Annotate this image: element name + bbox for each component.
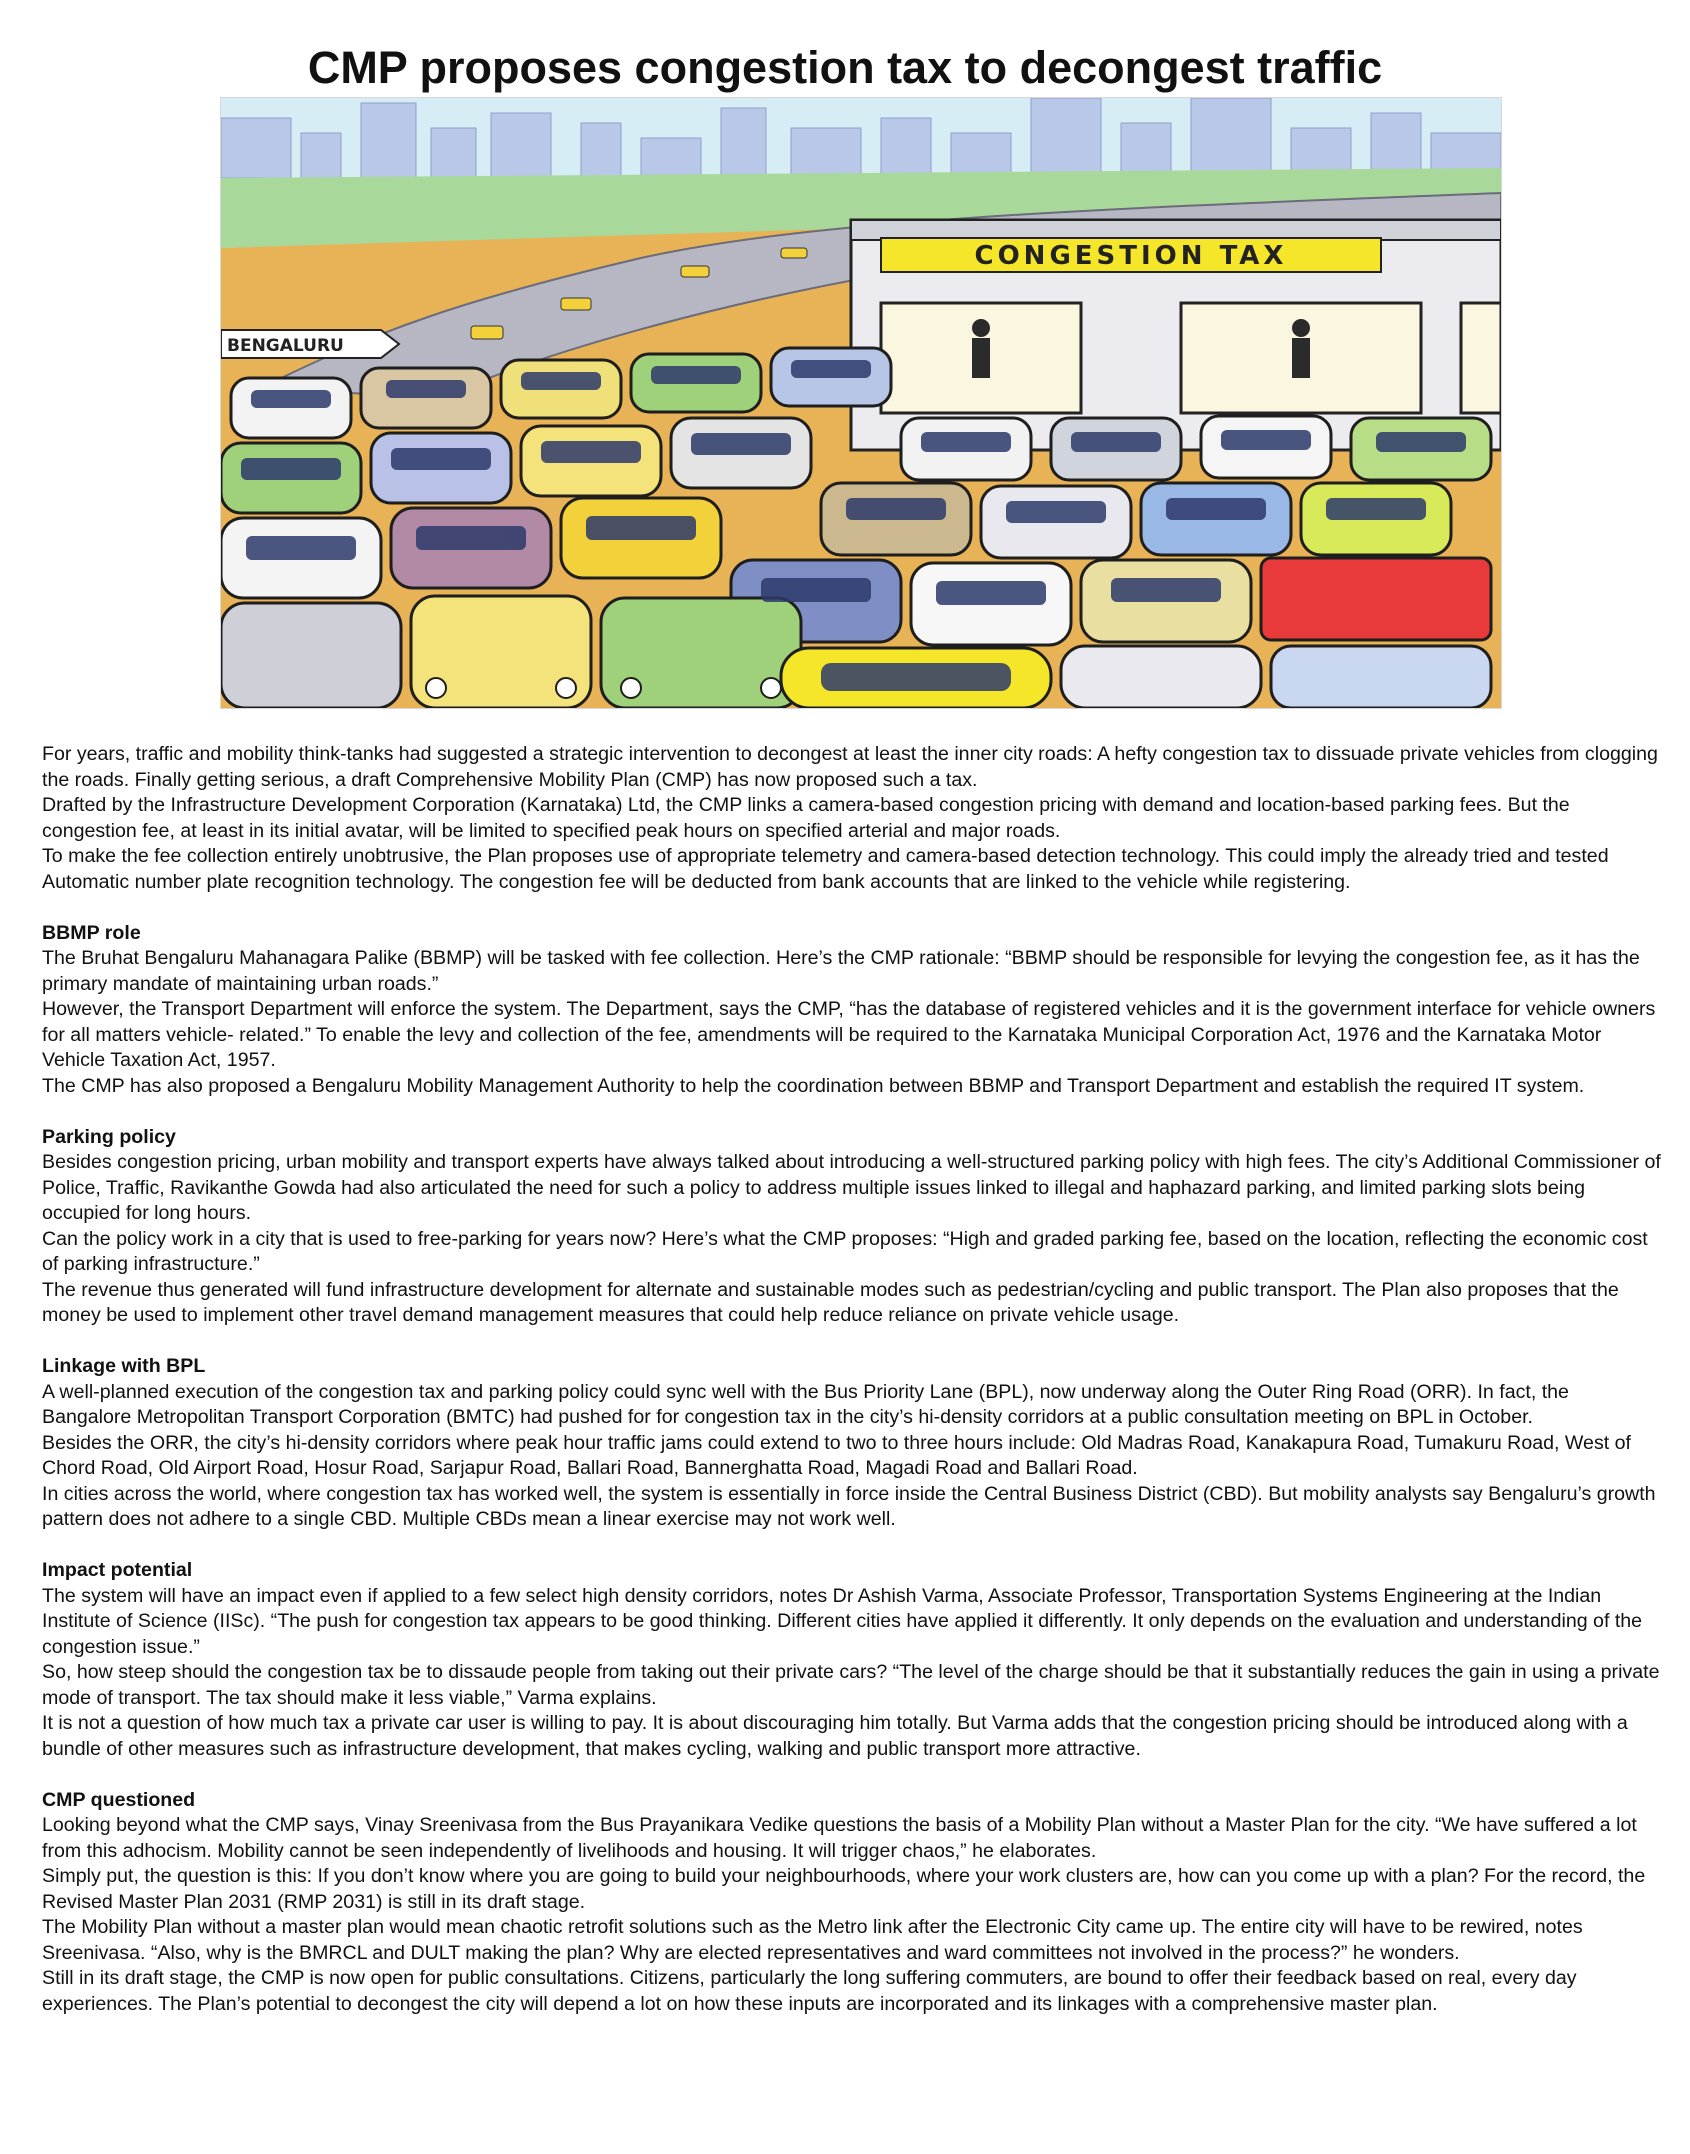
section-gap [42, 1762, 1662, 1788]
section-heading-parking-policy: Parking policy [42, 1125, 176, 1148]
section-gap [42, 895, 1662, 921]
illustration-svg [221, 98, 1501, 708]
bengaluru-sign [221, 330, 399, 358]
article-body [42, 742, 1662, 2017]
impact-paragraph-1: The system will have an impact even if applied to a few select high density corridors, notes Dr Ashish Varma, Associate Professor, Transportation Systems Engineering at the Indian Institute of Science (IISc). “The push for congestion tax appears to be good thinking. Different cities have applied it differently. It only depends on the evaluation and understanding of the congestion issue.” [42, 1584, 1643, 1658]
toll-booth [851, 220, 1501, 450]
intro-paragraph-1: For years, traffic and mobility think-tanks had suggested a strategic intervention to decongest at least the inner city roads: A hefty congestion tax to dissuade private vehicles from clogging the roads. Finally getting serious, a draft Comprehensive Mobility Plan (CMP) has now proposed such a tax. [42, 743, 1658, 791]
bbmp-paragraph-1: The Bruhat Bengaluru Mahanagara Palike (BBMP) will be tasked with fee collection. Here’s the CMP rationale: “BBMP should be responsible for levying the congestion fee, as it has the primary mandate of maintaining urban roads.” [42, 947, 1640, 995]
cmp-questioned-paragraph-2: Simply put, the question is this: If you don’t know where you are going to build your neighbourhoods, where your work clusters are, how can you come up with a plan? For the record, the Revised Master Plan 2031 (RMP 2031) is still in its draft stage. [42, 1865, 1646, 1913]
bpl-paragraph-1: A well-planned execution of the congestion tax and parking policy could sync well with the Bus Priority Lane (BPL), now underway along the Outer Ring Road (ORR). In fact, the Bangalore Metropolitan Transport Corporation (BMTC) had pushed for for congestion tax in the city’s hi-density corridors at a public consultation meeting on BPL in October. [42, 1380, 1569, 1428]
article-headline: CMP proposes congestion tax to decongest traffic [307, 42, 1383, 93]
bbmp-paragraph-2: However, the Transport Department will enforce the system. The Department, says the CMP, “has the database of registered vehicles and it is the government interface for vehicle owners for all matters vehicle- related.” To enable the levy and collection of the fee, amendments will be required to the Karnataka Municipal Corporation Act, 1976 and the Karnataka Motor Vehicle Taxation Act, 1957. [42, 998, 1656, 1071]
sign-text: BENGALURU [227, 336, 344, 356]
intro-paragraph-2: Drafted by the Infrastructure Development Corporation (Karnataka) Ltd, the CMP links a camera-based congestion pricing with demand and location-based parking fees. But the congestion fee, at least in its initial avatar, will be limited to specified peak hours on specified arterial and major roads. [42, 794, 1570, 842]
bbmp-paragraph-3: The CMP has also proposed a Bengaluru Mobility Management Authority to help the coordination between BBMP and Transport Department and establish the required IT system. [42, 1074, 1585, 1097]
banner-text: CONGESTION TAX [974, 241, 1288, 271]
cmp-questioned-paragraph-3: The Mobility Plan without a master plan would mean chaotic retrofit solutions such as the Metro link after the Electronic City came up. The entire city will have to be rewired, notes Sreenivasa. “Also, why is the BMRCL and DULT making the plan? Why are elected representatives and ward committees not involved in the process?” he wonders. [42, 1916, 1583, 1964]
section-heading-cmp-questioned: CMP questioned [42, 1788, 196, 1811]
section-heading-bbmp-role: BBMP role [42, 921, 141, 944]
intro-paragraph-3: To make the fee collection entirely unobtrusive, the Plan proposes use of appropriate telemetry and camera-based detection technology. This could imply the already tried and tested Automatic number plate recognition technology. The congestion fee will be deducted from bank accounts that are linked to the vehicle while registering. [42, 845, 1609, 893]
parking-paragraph-2: Can the policy work in a city that is used to free-parking for years now? Here’s what the CMP proposes: “High and graded parking fee, based on the location, reflecting the economic cost of parking infrastructure.” [42, 1227, 1648, 1275]
bpl-paragraph-2: Besides the ORR, the city’s hi-density corridors where peak hour traffic jams could extend to two to three hours include: Old Madras Road, Kanakapura Road, Tumakuru Road, West of Chord Road, Old Airport Road, Hosur Road, Sarjapur Road, Ballari Road, Bannerghatta Road, Magadi Road and Ballari Road. [42, 1431, 1631, 1479]
section-gap [42, 1099, 1662, 1125]
section-heading-linkage-bpl: Linkage with BPL [42, 1355, 206, 1377]
cmp-questioned-paragraph-4: Still in its draft stage, the CMP is now open for public consultations. Citizens, particularly the long suffering commuters, are bound to offer their feedback based on real, every day experiences. The Plan’s potential to decongest the city will depend a lot on how these inputs are incorporated and its linkages with a comprehensive master plan. [42, 1967, 1577, 2015]
congestion-illustration [220, 97, 1502, 709]
parking-paragraph-1: Besides congestion pricing, urban mobility and transport experts have always talked about introducing a well-structured parking policy with high fees. The city’s Additional Commissioner of Police, Traffic, Ravikanthe Gowda had also articulated the need for such a policy to address multiple issues linked to illegal and haphazard parking, and limited parking slots being occupied for long hours. [42, 1151, 1661, 1224]
section-heading-impact-potential: Impact potential [42, 1559, 193, 1581]
cmp-questioned-paragraph-1: Looking beyond what the CMP says, Vinay Sreenivasa from the Bus Prayanikara Vedike questions the basis of a Mobility Plan without a Master Plan for the city. “We have suffered a lot from this adhocism. Mobility cannot be seen independently of livelihoods and housing. It will trigger chaos,” he elaborates. [42, 1814, 1637, 1862]
section-gap [42, 1533, 1662, 1559]
section-gap [42, 1329, 1662, 1355]
impact-paragraph-3: It is not a question of how much tax a private car user is willing to pay. It is about discouraging him totally. But Varma adds that the congestion pricing should be introduced along with a bundle of other measures such as infrastructure development, that makes cycling, walking and public transport more attractive. [42, 1712, 1628, 1760]
bpl-paragraph-3: In cities across the world, where congestion tax has worked well, the system is essentially in force inside the Central Business District (CBD). But mobility analysts say Bengaluru’s growth pattern does not adhere to a single CBD. Multiple CBDs mean a linear exercise may not work well. [42, 1482, 1656, 1530]
parking-paragraph-3: The revenue thus generated will fund infrastructure development for alternate and sustainable modes such as pedestrian/cycling and public transport. The Plan also proposes that the money be used to implement other travel demand management measures that could help reduce reliance on private vehicle usage. [42, 1278, 1619, 1326]
impact-paragraph-2: So, how steep should the congestion tax be to dissaude people from taking out their private cars? “The level of the charge should be that it substantially reduces the gain in using a private mode of transport. The tax should make it less viable,” Varma explains. [42, 1661, 1660, 1709]
